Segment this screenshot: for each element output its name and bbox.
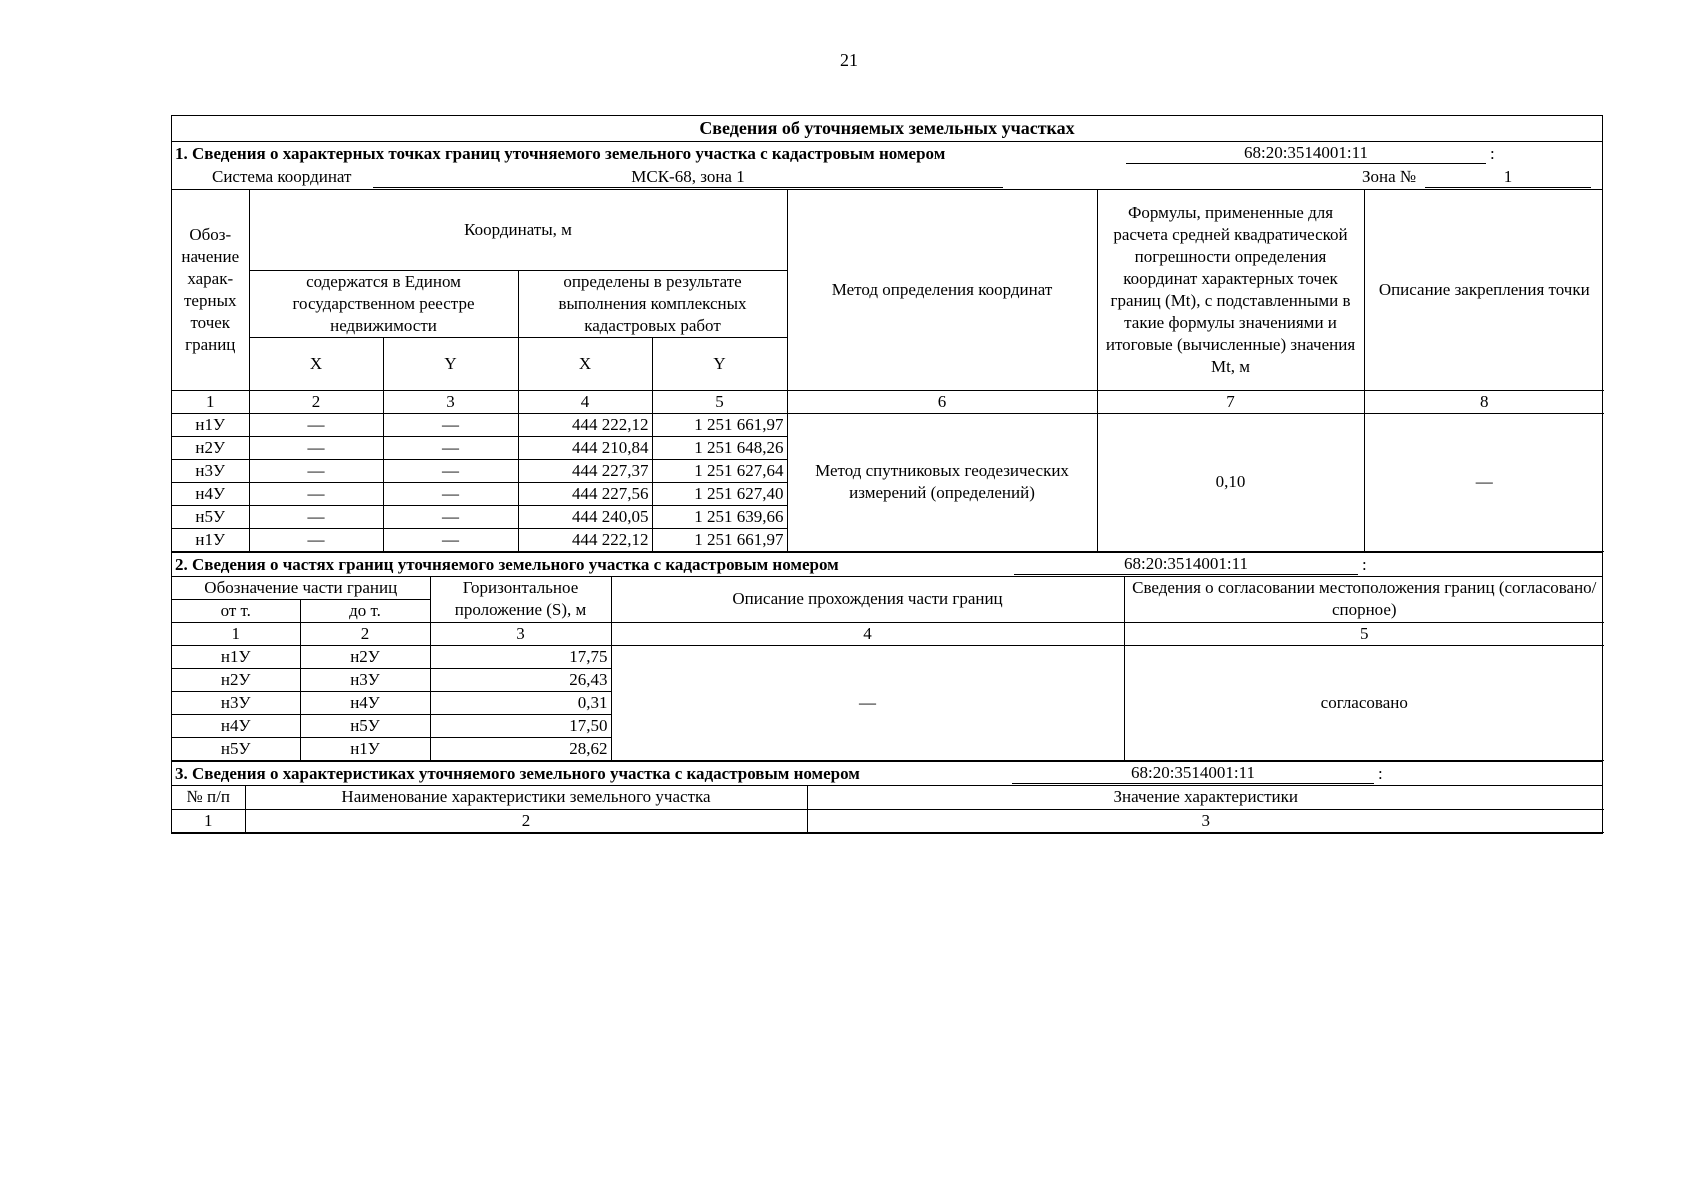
- header-agreement: Сведения о согласовании местоположения границ (согласовано/спорное): [1124, 577, 1604, 623]
- y-value: 1 251 661,97: [652, 528, 787, 551]
- x-egrn: —: [249, 528, 383, 551]
- section1-colon: :: [1490, 144, 1495, 163]
- section2-colon: :: [1362, 554, 1367, 574]
- header-part: Обозначение части границ: [172, 577, 430, 600]
- y-value: 1 251 627,64: [652, 459, 787, 482]
- col-number: 6: [787, 390, 1097, 413]
- header-coordinates: Координаты, м: [249, 190, 787, 270]
- col-number: 4: [611, 623, 1124, 646]
- agreement-value: согласовано: [1124, 646, 1604, 761]
- y-value: 1 251 648,26: [652, 436, 787, 459]
- to-point: н5У: [300, 715, 430, 738]
- point-name: н3У: [172, 459, 249, 482]
- col-number: 1: [172, 623, 300, 646]
- description-value: —: [611, 646, 1124, 761]
- length-value: 17,50: [430, 715, 611, 738]
- header-description: Описание прохождения части границ: [611, 577, 1124, 623]
- from-point: н3У: [172, 692, 300, 715]
- x-egrn: —: [249, 459, 383, 482]
- y-value: 1 251 639,66: [652, 505, 787, 528]
- col-number: 2: [249, 390, 383, 413]
- characteristics-table: [172, 786, 1604, 833]
- boundary-parts-table: [172, 577, 1604, 762]
- header-length: Горизонтальное проложение (S), м: [430, 577, 611, 623]
- fixing-value: —: [1364, 413, 1604, 551]
- col-number: 1: [172, 390, 249, 413]
- header-y1: Y: [383, 337, 518, 390]
- header-value: Значение характеристики: [807, 786, 1604, 809]
- section1-heading: [172, 142, 1602, 165]
- header-x2: X: [518, 337, 652, 390]
- point-name: н2У: [172, 436, 249, 459]
- header-from: от т.: [172, 600, 300, 623]
- method-value: Метод спутниковых геодезических измерений (определений): [787, 413, 1097, 551]
- to-point: н3У: [300, 669, 430, 692]
- header-num: № п/п: [172, 786, 245, 809]
- section1-cadastral-number: 68:20:3514001:11: [1126, 142, 1486, 164]
- land-plot-form: [171, 115, 1603, 834]
- mt-value: 0,10: [1097, 413, 1364, 551]
- section3-colon: :: [1378, 764, 1383, 783]
- table-row: [172, 646, 1604, 669]
- page-number: 21: [840, 50, 858, 70]
- section2-heading: [172, 552, 1602, 577]
- coord-system-value: МСК-68, зона 1: [373, 166, 1003, 188]
- x-value: 444 210,84: [518, 436, 652, 459]
- coord-system-label: Система координат: [212, 167, 352, 186]
- points-table: [172, 190, 1604, 552]
- zone-label: Зона №: [1362, 167, 1417, 186]
- x-value: 444 227,37: [518, 459, 652, 482]
- x-value: 444 227,56: [518, 482, 652, 505]
- header-kkr: определены в результате выполнения комплексных кадастровых работ: [518, 270, 787, 337]
- col-number: 5: [652, 390, 787, 413]
- from-point: н1У: [172, 646, 300, 669]
- y-value: 1 251 661,97: [652, 413, 787, 436]
- section2-cadastral-number: 68:20:3514001:11: [1014, 553, 1358, 575]
- y-value: 1 251 627,40: [652, 482, 787, 505]
- col-number: 3: [430, 623, 611, 646]
- to-point: н4У: [300, 692, 430, 715]
- x-egrn: —: [249, 482, 383, 505]
- header-x1: X: [249, 337, 383, 390]
- section1-heading-text: 1. Сведения о характерных точках границ уточняемого земельного участка с кадастровым номером: [175, 144, 946, 163]
- x-value: 444 240,05: [518, 505, 652, 528]
- section2-heading-text: 2. Сведения о частях границ уточняемого земельного участка с кадастровым номером: [175, 554, 839, 574]
- point-name: н1У: [172, 528, 249, 551]
- y-egrn: —: [383, 528, 518, 551]
- point-name: н5У: [172, 505, 249, 528]
- to-point: н2У: [300, 646, 430, 669]
- x-value: 444 222,12: [518, 413, 652, 436]
- coord-system-row: [172, 165, 1602, 190]
- x-egrn: —: [249, 505, 383, 528]
- col-number: 4: [518, 390, 652, 413]
- header-name: Наименование характеристики земельного участка: [245, 786, 807, 809]
- section3-cadastral-number: 68:20:3514001:11: [1012, 762, 1374, 784]
- header-y2: Y: [652, 337, 787, 390]
- x-egrn: —: [249, 436, 383, 459]
- x-egrn: —: [249, 413, 383, 436]
- col-number: 1: [172, 809, 245, 832]
- col-number: 8: [1364, 390, 1604, 413]
- zone-value: 1: [1425, 166, 1591, 188]
- y-egrn: —: [383, 505, 518, 528]
- col-number: 3: [807, 809, 1604, 832]
- header-fixing: Описание закрепления точки: [1364, 190, 1604, 390]
- length-value: 17,75: [430, 646, 611, 669]
- y-egrn: —: [383, 482, 518, 505]
- length-value: 0,31: [430, 692, 611, 715]
- table-row: [172, 413, 1604, 436]
- section3-heading: [172, 761, 1602, 786]
- form-title: Сведения об уточняемых земельных участках: [172, 116, 1602, 142]
- from-point: н2У: [172, 669, 300, 692]
- header-method: Метод определения координат: [787, 190, 1097, 390]
- col-number: 5: [1124, 623, 1604, 646]
- to-point: н1У: [300, 738, 430, 761]
- point-name: н4У: [172, 482, 249, 505]
- y-egrn: —: [383, 413, 518, 436]
- header-designation: Обоз-начение харак-терных точек границ: [172, 190, 249, 390]
- x-value: 444 222,12: [518, 528, 652, 551]
- y-egrn: —: [383, 459, 518, 482]
- col-number: 7: [1097, 390, 1364, 413]
- header-to: до т.: [300, 600, 430, 623]
- length-value: 26,43: [430, 669, 611, 692]
- length-value: 28,62: [430, 738, 611, 761]
- section3-heading-text: 3. Сведения о характеристиках уточняемого земельного участка с кадастровым номером: [175, 764, 860, 783]
- col-number: 2: [300, 623, 430, 646]
- y-egrn: —: [383, 436, 518, 459]
- from-point: н5У: [172, 738, 300, 761]
- point-name: н1У: [172, 413, 249, 436]
- col-number: 3: [383, 390, 518, 413]
- header-formulas: Формулы, примененные для расчета средней квадратической погрешности определения координат характерных точек границ (Mt), с подставленными в такие формулы значениями и итоговые (вычисленные) значения Mt, м: [1097, 190, 1364, 390]
- from-point: н4У: [172, 715, 300, 738]
- col-number: 2: [245, 809, 807, 832]
- header-egrn: содержатся в Едином государственном реестре недвижимости: [249, 270, 518, 337]
